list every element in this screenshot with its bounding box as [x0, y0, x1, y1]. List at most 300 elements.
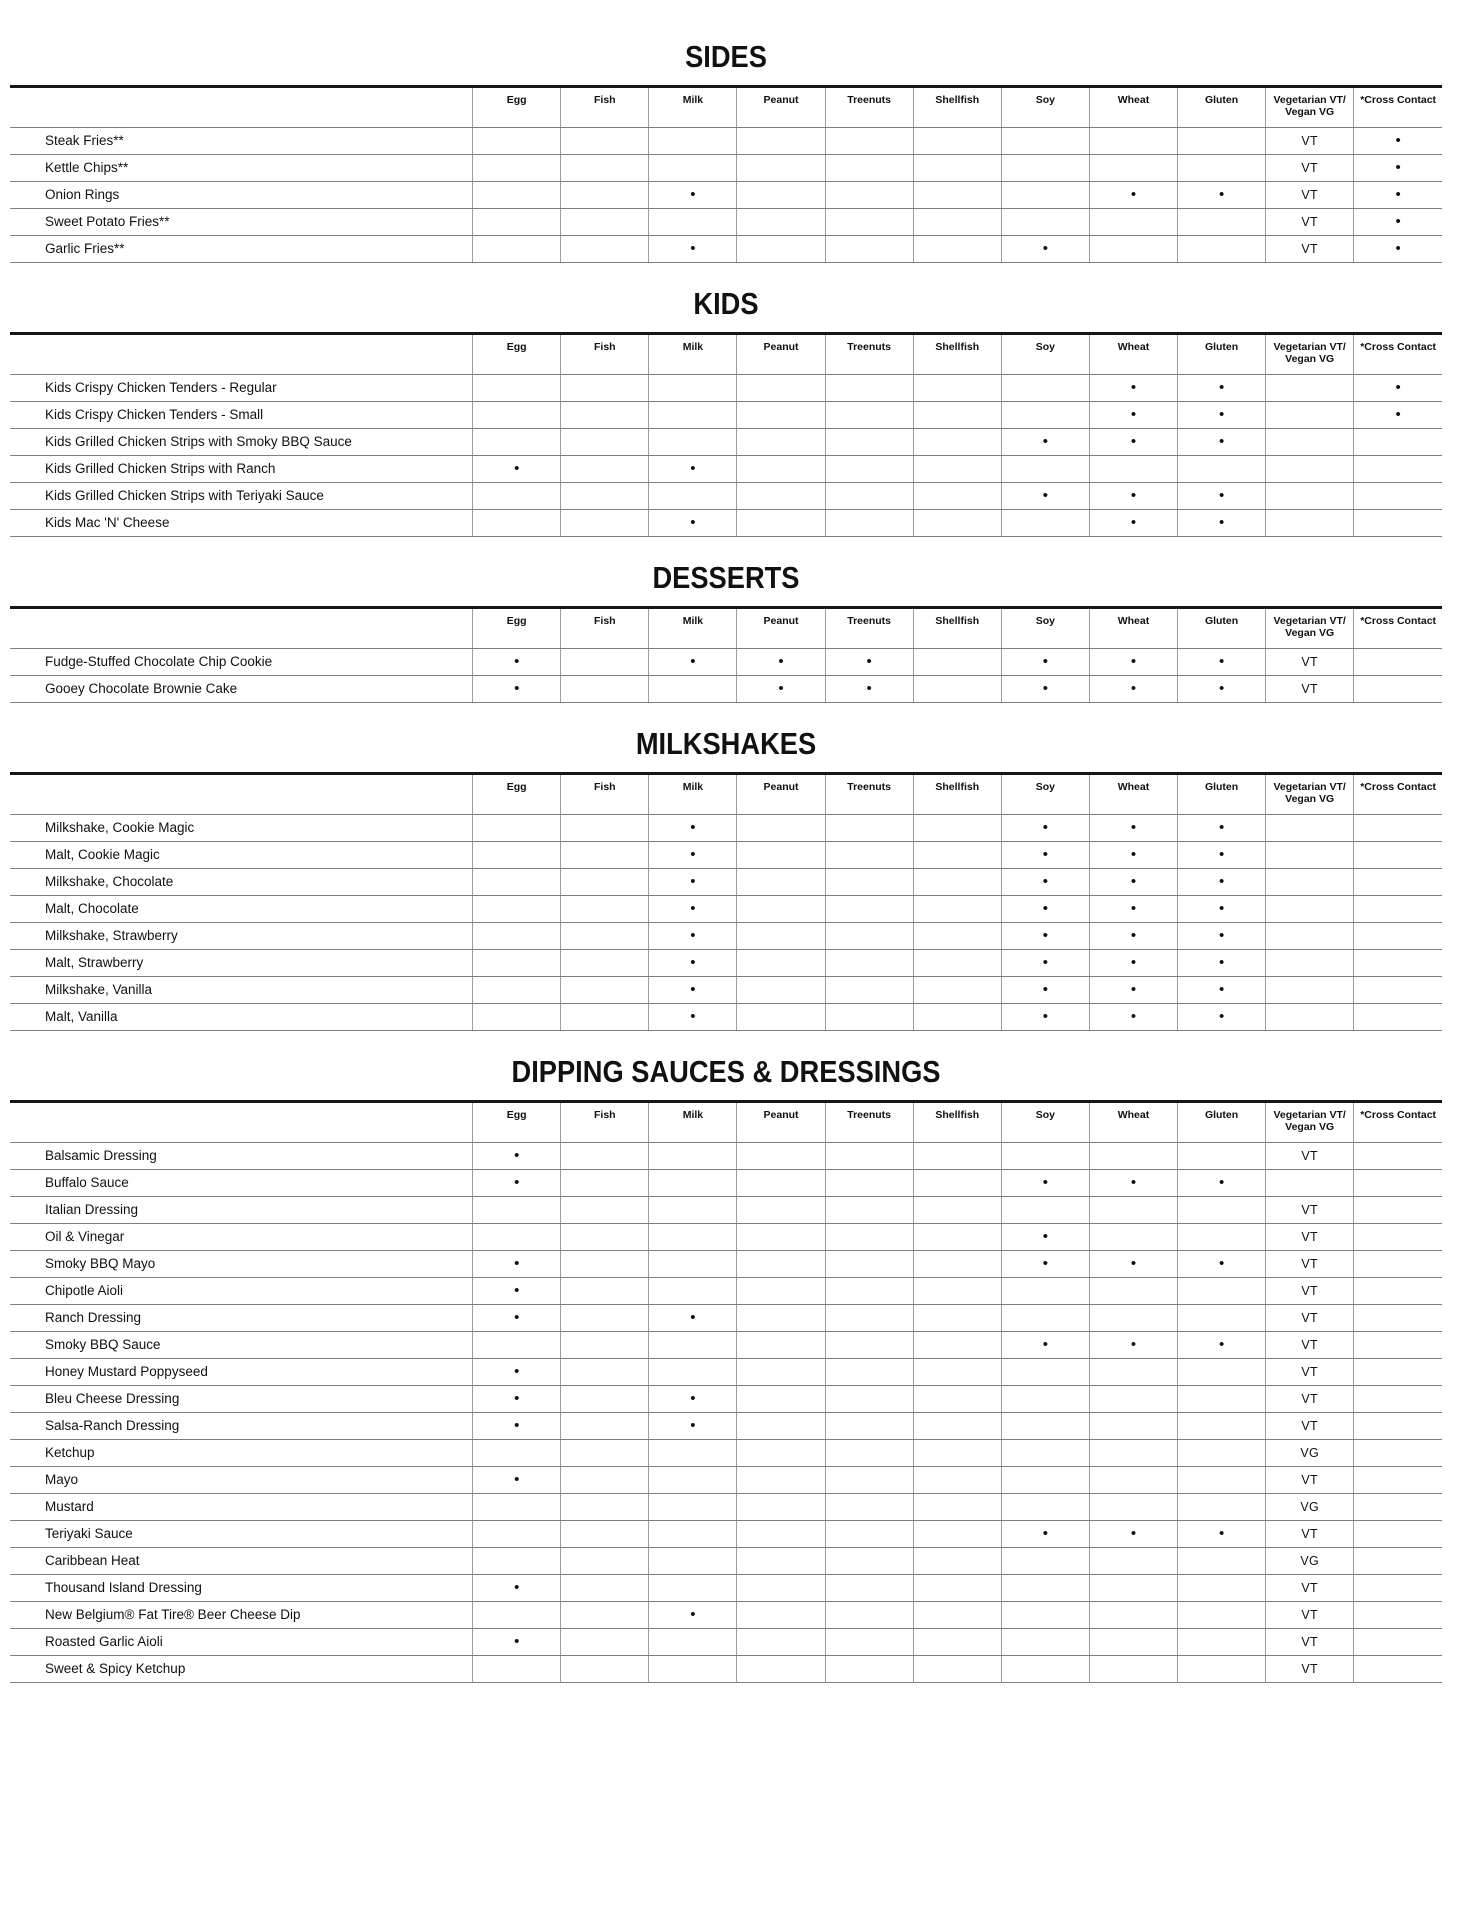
allergen-cell-gluten	[1178, 1197, 1266, 1224]
column-header-cross-contact: *Cross Contact	[1354, 334, 1442, 375]
allergen-cell-peanut	[737, 456, 825, 483]
allergen-cell-milk	[649, 1602, 737, 1629]
table-row	[10, 815, 1442, 842]
allergen-cell-egg	[473, 1332, 561, 1359]
allergen-cell-milk	[649, 128, 737, 155]
allergen-cell-wheat	[1089, 1278, 1177, 1305]
allergen-cell-wheat	[1089, 1413, 1177, 1440]
allergen-cell-fish	[561, 1467, 649, 1494]
table-row	[10, 1521, 1442, 1548]
column-header-peanut: Peanut	[737, 87, 825, 128]
allergen-cell-shellfish	[913, 1548, 1001, 1575]
allergen-dot: •	[1130, 819, 1137, 836]
allergen-cell-egg	[473, 815, 561, 842]
veg-badge: VT	[1266, 1224, 1354, 1251]
allergen-cell-treenuts	[825, 1629, 913, 1656]
allergen-dot: •	[690, 1309, 696, 1326]
cross-contact-cell	[1354, 375, 1442, 402]
column-header-milk: Milk	[649, 608, 737, 649]
allergen-cell-egg	[473, 923, 561, 950]
allergen-cell-wheat	[1089, 1332, 1177, 1359]
allergen-cell-peanut	[737, 1305, 825, 1332]
allergen-cell-treenuts	[825, 977, 913, 1004]
allergen-cell-peanut	[737, 1359, 825, 1386]
allergen-cell-egg	[473, 1440, 561, 1467]
allergen-cell-milk	[649, 1278, 737, 1305]
veg-header-line2: Vegan VG	[1285, 353, 1335, 365]
item-name: Kids Grilled Chicken Strips with Smoky BBQ Sauce	[10, 429, 473, 456]
table-row	[10, 1548, 1442, 1575]
allergen-dot: •	[778, 653, 784, 670]
allergen-cell-shellfish	[913, 155, 1001, 182]
allergen-cell-milk	[649, 236, 737, 263]
allergen-cell-soy	[1001, 869, 1089, 896]
column-header-egg: Egg	[473, 774, 561, 815]
allergen-cell-fish	[561, 842, 649, 869]
header-row	[10, 1102, 1442, 1143]
veg-badge: VT	[1266, 1332, 1354, 1359]
allergen-cell-treenuts	[825, 1004, 913, 1031]
column-header-item	[10, 774, 473, 815]
allergen-cell-shellfish	[913, 842, 1001, 869]
allergen-cell-egg	[473, 510, 561, 537]
allergen-cell-fish	[561, 923, 649, 950]
allergen-cell-fish	[561, 510, 649, 537]
item-name: Smoky BBQ Mayo	[10, 1251, 473, 1278]
item-name: Kettle Chips**	[10, 155, 473, 182]
allergen-cell-soy	[1001, 1521, 1089, 1548]
cross-contact-dot: •	[1395, 240, 1401, 257]
veg-header-line2: Vegan VG	[1285, 627, 1335, 639]
allergen-cell-egg	[473, 1143, 561, 1170]
column-header-milk: Milk	[649, 1102, 737, 1143]
table-row	[10, 1656, 1442, 1683]
allergen-cell-milk	[649, 483, 737, 510]
allergen-cell-soy	[1001, 1575, 1089, 1602]
column-header-wheat: Wheat	[1089, 87, 1177, 128]
veg-badge	[1266, 869, 1354, 896]
veg-header-line2: Vegan VG	[1285, 106, 1335, 118]
allergen-cell-shellfish	[913, 1413, 1001, 1440]
column-header-gluten: Gluten	[1178, 774, 1266, 815]
allergen-cell-milk	[649, 1494, 737, 1521]
allergen-cell-peanut	[737, 1332, 825, 1359]
allergen-cell-shellfish	[913, 1004, 1001, 1031]
allergen-cell-gluten	[1178, 1251, 1266, 1278]
allergen-cell-fish	[561, 649, 649, 676]
allergen-cell-soy	[1001, 483, 1089, 510]
allergen-cell-treenuts	[825, 1656, 913, 1683]
allergen-dot: •	[514, 1471, 520, 1488]
allergen-dot: •	[690, 927, 696, 944]
allergen-cell-peanut	[737, 1467, 825, 1494]
veg-badge: VT	[1266, 676, 1354, 703]
allergen-cell-soy	[1001, 1143, 1089, 1170]
allergen-cell-wheat	[1089, 1440, 1177, 1467]
allergen-dot: •	[1130, 433, 1137, 450]
allergen-dot: •	[1218, 846, 1225, 863]
allergen-dot: •	[1218, 186, 1225, 203]
allergen-cell-milk	[649, 1548, 737, 1575]
allergen-cell-soy	[1001, 1440, 1089, 1467]
allergen-cell-milk	[649, 649, 737, 676]
column-header-milk: Milk	[649, 334, 737, 375]
allergen-cell-fish	[561, 429, 649, 456]
allergen-cell-gluten	[1178, 1278, 1266, 1305]
allergen-cell-gluten	[1178, 128, 1266, 155]
section-milkshakes	[10, 727, 1442, 1031]
allergen-cell-egg	[473, 155, 561, 182]
item-name: Teriyaki Sauce	[10, 1521, 473, 1548]
allergen-dot: •	[1218, 406, 1225, 423]
veg-badge	[1266, 1004, 1354, 1031]
allergen-cell-treenuts	[825, 1575, 913, 1602]
allergen-cell-wheat	[1089, 1004, 1177, 1031]
table-row	[10, 1413, 1442, 1440]
allergen-cell-shellfish	[913, 676, 1001, 703]
veg-badge	[1266, 456, 1354, 483]
item-name: Kids Grilled Chicken Strips with Ranch	[10, 456, 473, 483]
table-row	[10, 128, 1442, 155]
column-header-vegetarian-vegan	[1266, 334, 1354, 375]
cross-contact-cell	[1354, 649, 1442, 676]
table-row	[10, 923, 1442, 950]
allergen-cell-peanut	[737, 1251, 825, 1278]
allergen-dot: •	[514, 1579, 520, 1596]
allergen-cell-peanut	[737, 1143, 825, 1170]
allergen-cell-gluten	[1178, 1629, 1266, 1656]
allergen-cell-treenuts	[825, 483, 913, 510]
allergen-dot: •	[1042, 1255, 1048, 1272]
cross-contact-cell	[1354, 869, 1442, 896]
column-header-item	[10, 87, 473, 128]
allergen-cell-treenuts	[825, 1386, 913, 1413]
column-header-treenuts: Treenuts	[825, 608, 913, 649]
table-row	[10, 977, 1442, 1004]
allergen-dot: •	[1218, 900, 1225, 917]
section-kids	[10, 287, 1442, 537]
table-row	[10, 1004, 1442, 1031]
allergen-cell-treenuts	[825, 1548, 913, 1575]
allergen-cell-fish	[561, 1575, 649, 1602]
allergen-dot: •	[1042, 1174, 1048, 1191]
allergen-cell-treenuts	[825, 456, 913, 483]
table-row	[10, 1305, 1442, 1332]
column-header-soy: Soy	[1001, 334, 1089, 375]
veg-header-line1: Vegetarian VT/	[1273, 94, 1346, 106]
column-header-treenuts: Treenuts	[825, 774, 913, 815]
allergen-cell-fish	[561, 236, 649, 263]
allergen-dot: •	[1130, 186, 1137, 203]
allergen-cell-shellfish	[913, 1332, 1001, 1359]
allergen-table-milkshakes	[10, 772, 1442, 1031]
allergen-cell-peanut	[737, 209, 825, 236]
allergen-cell-peanut	[737, 1004, 825, 1031]
allergen-cell-wheat	[1089, 1575, 1177, 1602]
allergen-cell-soy	[1001, 236, 1089, 263]
column-header-egg: Egg	[473, 1102, 561, 1143]
allergen-cell-shellfish	[913, 1656, 1001, 1683]
allergen-cell-shellfish	[913, 977, 1001, 1004]
allergen-dot: •	[690, 460, 696, 477]
allergen-cell-peanut	[737, 1278, 825, 1305]
allergen-cell-fish	[561, 209, 649, 236]
section-title-milkshakes: MILKSHAKES	[635, 726, 817, 761]
allergen-cell-gluten	[1178, 1656, 1266, 1683]
allergen-cell-soy	[1001, 923, 1089, 950]
allergen-cell-egg	[473, 977, 561, 1004]
allergen-cell-gluten	[1178, 977, 1266, 1004]
allergen-cell-milk	[649, 1521, 737, 1548]
allergen-cell-milk	[649, 896, 737, 923]
allergen-cell-egg	[473, 1575, 561, 1602]
veg-badge: VT	[1266, 1251, 1354, 1278]
allergen-dot: •	[1130, 514, 1137, 531]
header-row	[10, 334, 1442, 375]
allergen-cell-peanut	[737, 1224, 825, 1251]
allergen-cell-wheat	[1089, 1305, 1177, 1332]
item-name: Milkshake, Chocolate	[10, 869, 473, 896]
column-header-vegetarian-vegan	[1266, 1102, 1354, 1143]
allergen-cell-fish	[561, 1602, 649, 1629]
allergen-cell-treenuts	[825, 1440, 913, 1467]
allergen-cell-treenuts	[825, 510, 913, 537]
cross-contact-cell	[1354, 1629, 1442, 1656]
column-header-milk: Milk	[649, 87, 737, 128]
allergen-cell-egg	[473, 209, 561, 236]
allergen-cell-soy	[1001, 429, 1089, 456]
allergen-cell-fish	[561, 676, 649, 703]
item-name: Sweet Potato Fries**	[10, 209, 473, 236]
allergen-cell-treenuts	[825, 676, 913, 703]
veg-badge	[1266, 375, 1354, 402]
table-row	[10, 456, 1442, 483]
allergen-cell-soy	[1001, 1602, 1089, 1629]
item-name: Malt, Vanilla	[10, 1004, 473, 1031]
allergen-dot: •	[690, 954, 696, 971]
veg-badge: VT	[1266, 649, 1354, 676]
allergen-cell-gluten	[1178, 842, 1266, 869]
veg-badge: VT	[1266, 209, 1354, 236]
allergen-cell-milk	[649, 1170, 737, 1197]
allergen-dot: •	[1042, 954, 1048, 971]
allergen-cell-fish	[561, 1305, 649, 1332]
allergen-cell-fish	[561, 128, 649, 155]
allergen-cell-soy	[1001, 1629, 1089, 1656]
allergen-cell-milk	[649, 456, 737, 483]
cross-contact-cell	[1354, 977, 1442, 1004]
allergen-cell-shellfish	[913, 1251, 1001, 1278]
allergen-cell-gluten	[1178, 1305, 1266, 1332]
cross-contact-dot: •	[1395, 213, 1401, 230]
section-dipping-sauces-dressings	[10, 1055, 1442, 1683]
allergen-cell-treenuts	[825, 1143, 913, 1170]
allergen-dot: •	[1130, 981, 1137, 998]
allergen-cell-egg	[473, 1656, 561, 1683]
item-name: Malt, Strawberry	[10, 950, 473, 977]
allergen-cell-gluten	[1178, 236, 1266, 263]
table-row	[10, 676, 1442, 703]
allergen-cell-wheat	[1089, 1494, 1177, 1521]
allergen-dot: •	[1042, 900, 1048, 917]
allergen-cell-gluten	[1178, 1548, 1266, 1575]
allergen-table-sides	[10, 85, 1442, 263]
item-name: Onion Rings	[10, 182, 473, 209]
veg-badge: VT	[1266, 1656, 1354, 1683]
allergen-cell-gluten	[1178, 1170, 1266, 1197]
allergen-cell-treenuts	[825, 842, 913, 869]
allergen-dot: •	[1130, 1008, 1137, 1025]
column-header-egg: Egg	[473, 87, 561, 128]
veg-badge: VT	[1266, 236, 1354, 263]
table-row	[10, 869, 1442, 896]
allergen-cell-treenuts	[825, 402, 913, 429]
allergen-cell-shellfish	[913, 1629, 1001, 1656]
allergen-cell-wheat	[1089, 649, 1177, 676]
allergen-cell-peanut	[737, 1548, 825, 1575]
allergen-cell-treenuts	[825, 1467, 913, 1494]
allergen-dot: •	[1218, 653, 1225, 670]
allergen-dot: •	[514, 1363, 520, 1380]
allergen-cell-egg	[473, 1359, 561, 1386]
table-row	[10, 483, 1442, 510]
item-name: Malt, Chocolate	[10, 896, 473, 923]
item-name: Chipotle Aioli	[10, 1278, 473, 1305]
table-row	[10, 1467, 1442, 1494]
allergen-cell-fish	[561, 896, 649, 923]
cross-contact-cell	[1354, 1170, 1442, 1197]
allergen-cell-fish	[561, 1004, 649, 1031]
allergen-dot: •	[1218, 981, 1225, 998]
allergen-cell-treenuts	[825, 128, 913, 155]
section-sides	[10, 40, 1442, 263]
allergen-dot: •	[514, 1390, 520, 1407]
allergen-cell-soy	[1001, 1197, 1089, 1224]
allergen-cell-shellfish	[913, 1494, 1001, 1521]
veg-badge: VT	[1266, 128, 1354, 155]
cross-contact-cell	[1354, 1413, 1442, 1440]
cross-contact-cell	[1354, 182, 1442, 209]
allergen-dot: •	[1218, 1174, 1225, 1191]
allergen-cell-milk	[649, 842, 737, 869]
veg-badge	[1266, 977, 1354, 1004]
column-header-milk: Milk	[649, 774, 737, 815]
allergen-cell-shellfish	[913, 1467, 1001, 1494]
table-row	[10, 842, 1442, 869]
allergen-cell-peanut	[737, 1629, 825, 1656]
allergen-cell-shellfish	[913, 1197, 1001, 1224]
allergen-cell-egg	[473, 1170, 561, 1197]
allergen-cell-fish	[561, 1386, 649, 1413]
allergen-cell-gluten	[1178, 182, 1266, 209]
allergen-cell-peanut	[737, 649, 825, 676]
cross-contact-cell	[1354, 429, 1442, 456]
allergen-dot: •	[690, 819, 696, 836]
column-header-soy: Soy	[1001, 1102, 1089, 1143]
veg-badge	[1266, 923, 1354, 950]
allergen-dot: •	[1042, 1525, 1048, 1542]
table-row	[10, 1332, 1442, 1359]
allergen-cell-fish	[561, 1656, 649, 1683]
allergen-cell-peanut	[737, 182, 825, 209]
item-name: Salsa-Ranch Dressing	[10, 1413, 473, 1440]
allergen-cell-wheat	[1089, 1251, 1177, 1278]
column-header-fish: Fish	[561, 87, 649, 128]
allergen-cell-egg	[473, 1278, 561, 1305]
column-header-fish: Fish	[561, 334, 649, 375]
allergen-cell-milk	[649, 209, 737, 236]
veg-badge: VT	[1266, 1359, 1354, 1386]
allergen-cell-peanut	[737, 1170, 825, 1197]
item-name: Garlic Fries**	[10, 236, 473, 263]
section-title-dipping-sauces-dressings: DIPPING SAUCES & DRESSINGS	[511, 1054, 941, 1089]
allergen-table-dipping-sauces-dressings	[10, 1100, 1442, 1683]
allergen-dot: •	[690, 900, 696, 917]
cross-contact-cell	[1354, 1332, 1442, 1359]
allergen-dot: •	[1042, 653, 1048, 670]
veg-badge: VT	[1266, 1386, 1354, 1413]
column-header-shellfish: Shellfish	[913, 1102, 1001, 1143]
allergen-dot: •	[690, 1417, 696, 1434]
item-name: Gooey Chocolate Brownie Cake	[10, 676, 473, 703]
column-header-vegetarian-vegan	[1266, 87, 1354, 128]
allergen-cell-peanut	[737, 896, 825, 923]
allergen-cell-milk	[649, 1575, 737, 1602]
allergen-cell-wheat	[1089, 896, 1177, 923]
allergen-cell-shellfish	[913, 1143, 1001, 1170]
allergen-dot: •	[1130, 927, 1137, 944]
allergen-cell-fish	[561, 155, 649, 182]
allergen-cell-soy	[1001, 182, 1089, 209]
item-name: Ranch Dressing	[10, 1305, 473, 1332]
allergen-cell-egg	[473, 1413, 561, 1440]
allergen-cell-fish	[561, 1170, 649, 1197]
cross-contact-cell	[1354, 1386, 1442, 1413]
section-title-kids: KIDS	[693, 286, 759, 321]
allergen-dot: •	[690, 873, 696, 890]
column-header-cross-contact: *Cross Contact	[1354, 87, 1442, 128]
allergen-cell-shellfish	[913, 1575, 1001, 1602]
allergen-cell-shellfish	[913, 456, 1001, 483]
column-header-wheat: Wheat	[1089, 1102, 1177, 1143]
cross-contact-dot: •	[1395, 379, 1401, 396]
cross-contact-cell	[1354, 1602, 1442, 1629]
allergen-cell-treenuts	[825, 869, 913, 896]
allergen-cell-egg	[473, 1251, 561, 1278]
allergen-cell-milk	[649, 429, 737, 456]
allergen-dot: •	[1218, 873, 1225, 890]
allergen-cell-peanut	[737, 842, 825, 869]
column-header-wheat: Wheat	[1089, 608, 1177, 649]
allergen-cell-egg	[473, 1386, 561, 1413]
allergen-cell-peanut	[737, 155, 825, 182]
allergen-cell-peanut	[737, 510, 825, 537]
allergen-cell-egg	[473, 456, 561, 483]
allergen-cell-shellfish	[913, 1278, 1001, 1305]
allergen-dot: •	[1042, 846, 1048, 863]
table-row	[10, 510, 1442, 537]
item-name: Ketchup	[10, 1440, 473, 1467]
allergen-cell-peanut	[737, 1521, 825, 1548]
allergen-cell-egg	[473, 236, 561, 263]
allergen-cell-soy	[1001, 950, 1089, 977]
allergen-cell-shellfish	[913, 649, 1001, 676]
allergen-cell-milk	[649, 510, 737, 537]
allergen-dot: •	[1218, 954, 1225, 971]
cross-contact-cell	[1354, 950, 1442, 977]
veg-badge	[1266, 815, 1354, 842]
allergen-cell-soy	[1001, 510, 1089, 537]
